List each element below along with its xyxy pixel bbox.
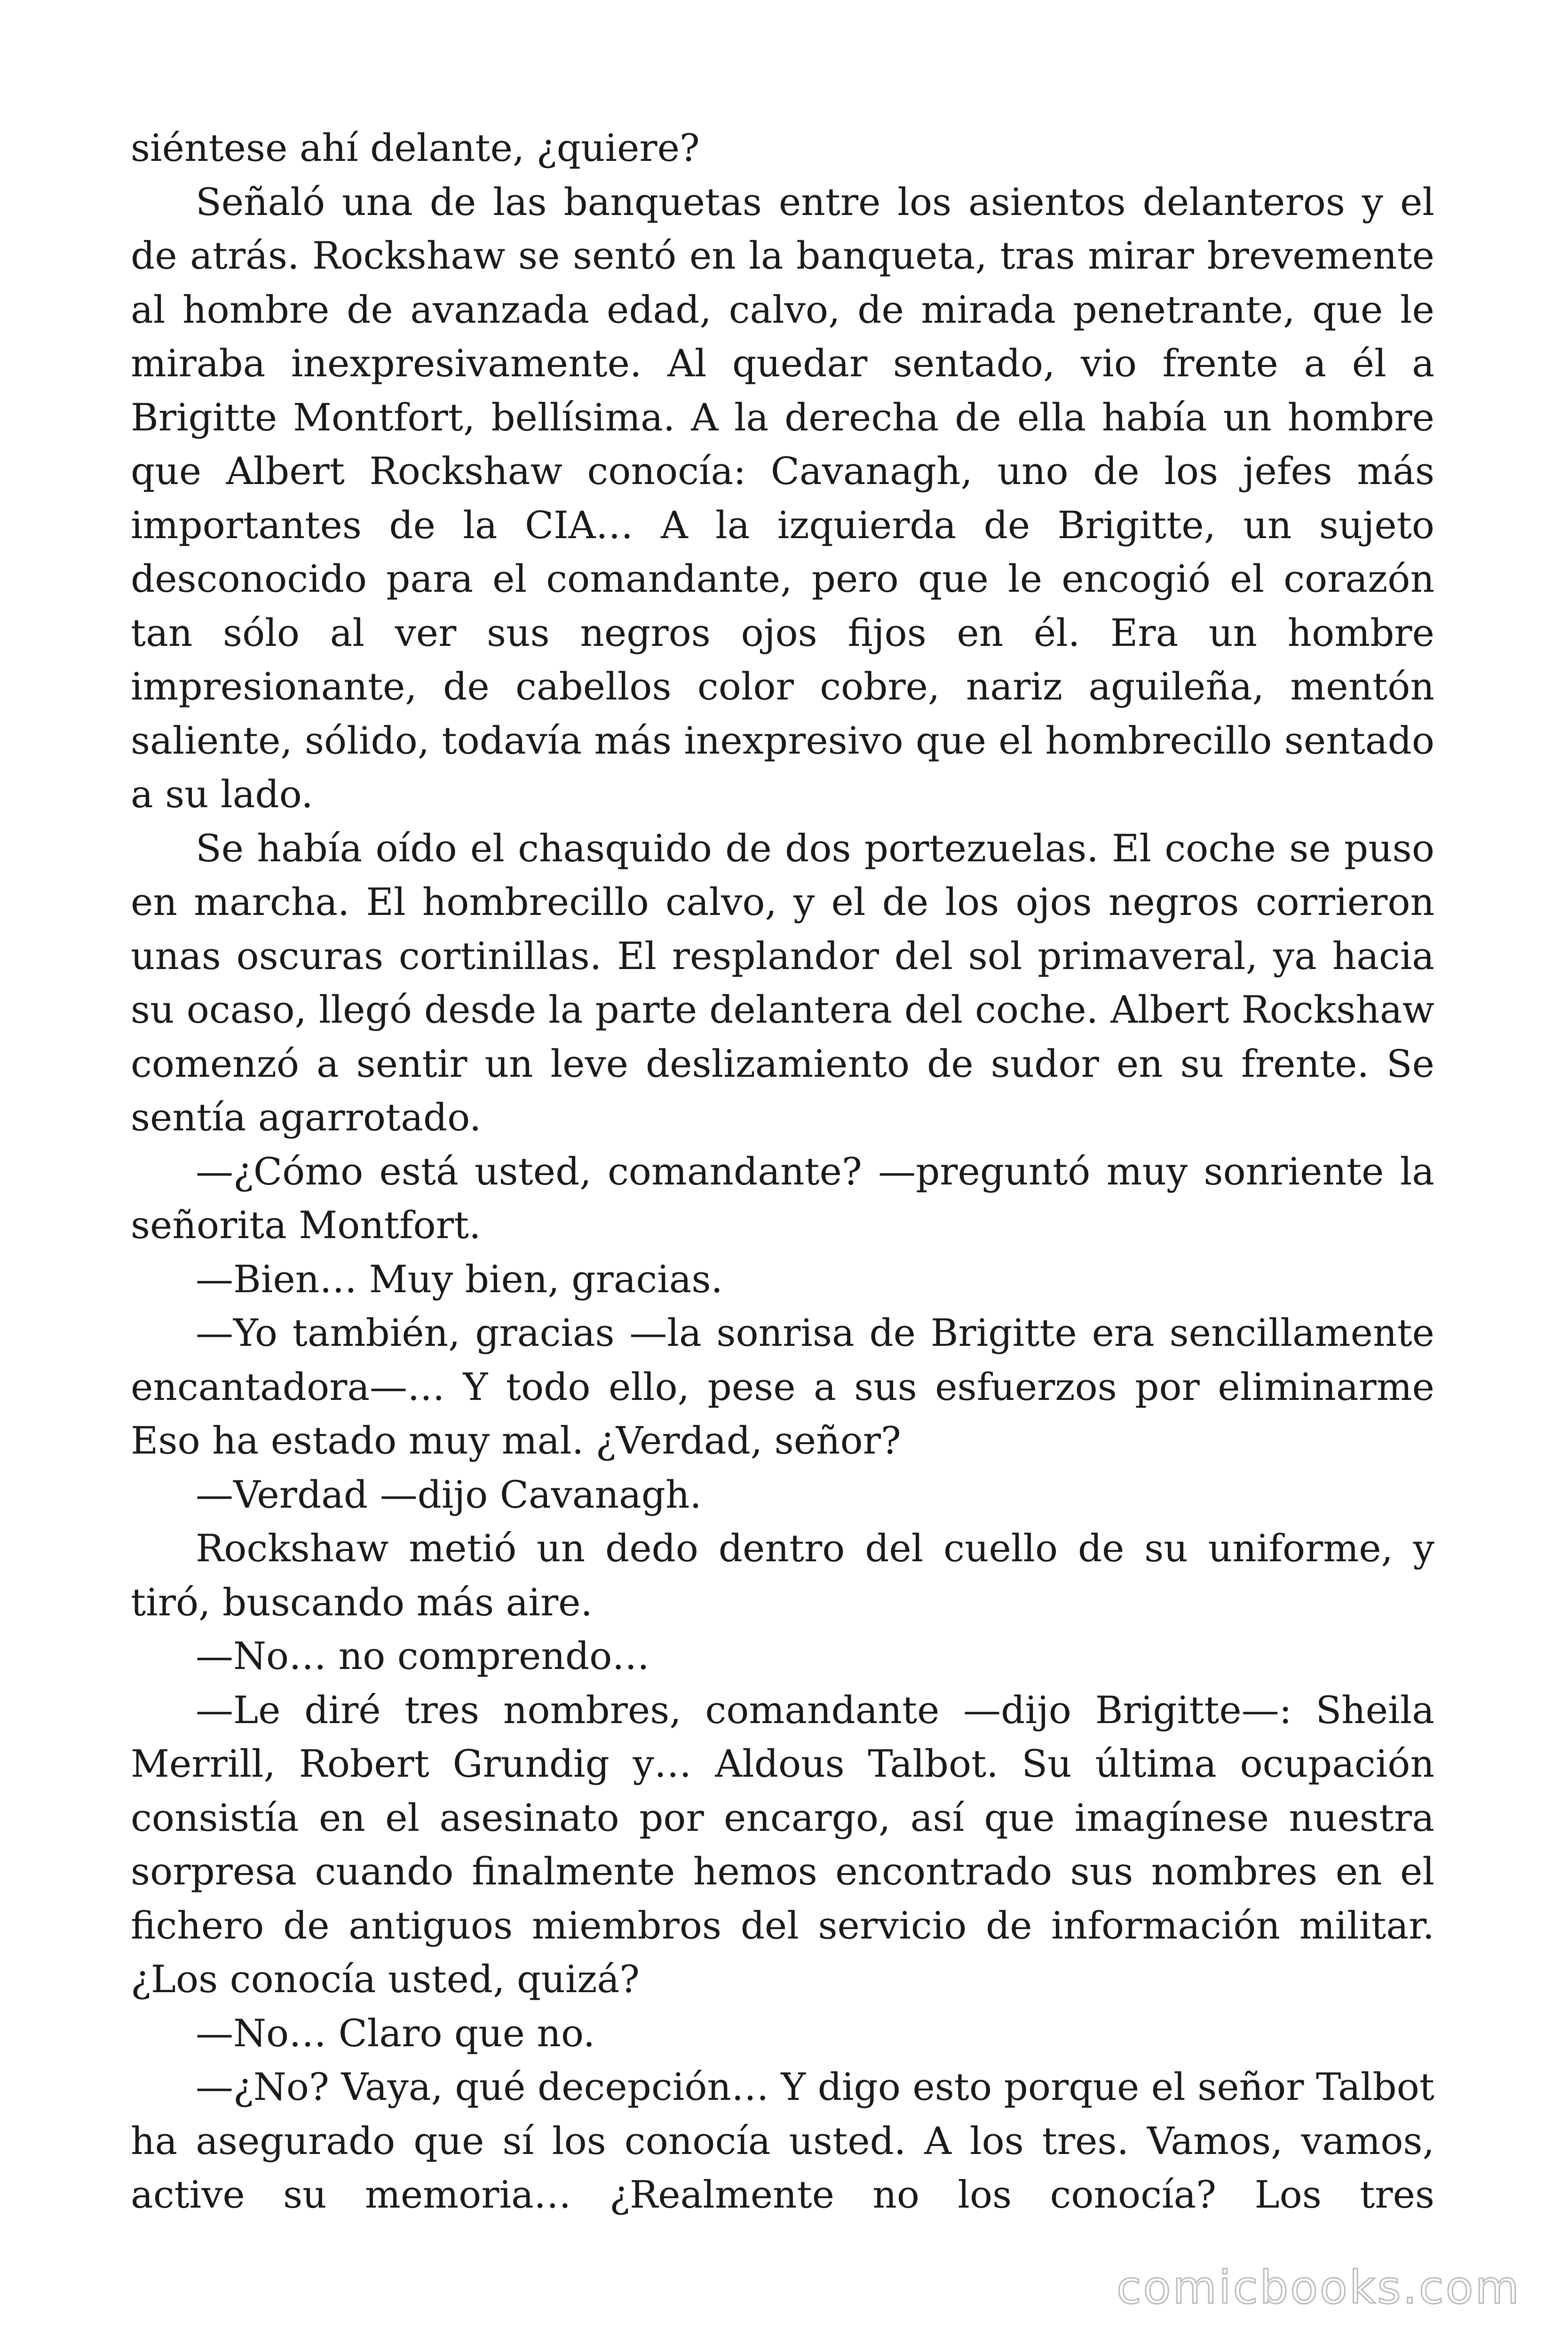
- paragraph-continues: —¿No? Vaya, qué decepción… Y digo esto porque el señor Talbot ha asegurado que sí los conocía usted. A los tres. Vamos, vamos, active su memoria… ¿Realmente no los conocía? Los tres: [131, 2065, 1434, 2217]
- paragraph: —Verdad —dijo Cavanagh.: [196, 1472, 702, 1517]
- paragraph: —Bien… Muy bien, gracias.: [196, 1257, 723, 1301]
- page-body: [131, 121, 1434, 2222]
- watermark: comicbooks.com: [1116, 2261, 1521, 2314]
- paragraph-continuation: siéntese ahí delante, ¿quiere?: [131, 126, 700, 170]
- paragraph: Se había oído el chasquido de dos portezuelas. El coche se puso en marcha. El hombrecillo calvo, y el de los ojos negros corrieron unas oscuras cortinillas. El resplandor del sol primaveral, ya hacia su ocaso, llegó desde la parte delantera del coche. Albert Rockshaw comenzó a sentir un leve deslizamiento de sudor en su frente. Se sentía agarrotado.: [131, 826, 1434, 1139]
- paragraph: —No… no comprendo…: [196, 1634, 650, 1678]
- paragraph: Señaló una de las banquetas entre los asientos delanteros y el de atrás. Rockshaw se sentó en la banqueta, tras mirar brevemente al hombre de avanzada edad, calvo, de mirada penetrante, que le miraba inexpresivamente. Al quedar sentado, vio frente a él a Brigitte Montfort, bellísima. A la derecha de ella había un hombre que Albert Rockshaw conocía: Cavanagh, uno de los jefes más importantes de la CIA… A la izquierda de Brigitte, un sujeto desconocido para el comandante, pero que le encogió el corazón tan sólo al ver sus negros ojos fijos en él. Era un hombre impresionante, de cabellos color cobre, nariz aguileña, mentón saliente, sólido, todavía más inexpresivo que el hombrecillo sentado a su lado.: [131, 180, 1434, 816]
- paragraph: —Le diré tres nombres, comandante —dijo Brigitte—: Sheila Merrill, Robert Grundig y… Aldous Talbot. Su última ocupación consistía en el asesinato por encargo, así que imagínese nuestra sorpresa cuando finalmente hemos encontrado sus nombres en el fichero de antiguos miembros del servicio de información militar. ¿Los conocía usted, quizá?: [131, 1688, 1434, 2001]
- paragraph: —¿Cómo está usted, comandante? —preguntó muy sonriente la señorita Montfort.: [131, 1149, 1434, 1247]
- paragraph: Rockshaw metió un dedo dentro del cuello de su uniforme, y tiró, buscando más aire.: [131, 1526, 1434, 1624]
- paragraph: —Yo también, gracias —la sonrisa de Brigitte era sencillamente encantadora—… Y todo ello, pese a sus esfuerzos por eliminarme Eso ha estado muy mal. ¿Verdad, señor?: [131, 1311, 1434, 1462]
- paragraph: —No… Claro que no.: [196, 2011, 595, 2055]
